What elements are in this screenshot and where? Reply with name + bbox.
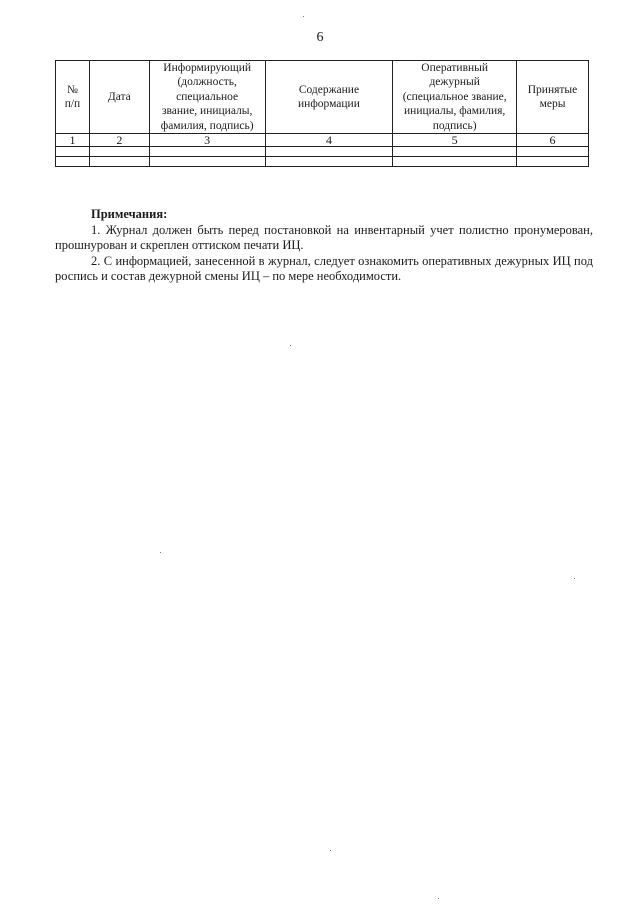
page-number: 6: [316, 30, 324, 45]
empty-cell: [517, 156, 589, 166]
column-number-cell: 1: [56, 133, 90, 146]
empty-cell: [56, 146, 90, 156]
journal-table: [55, 60, 589, 167]
header-informant-label: Информирующий (должность, специальное звание, инициалы, фамилия, подпись): [160, 62, 254, 132]
scan-speck: [574, 578, 575, 579]
table-row: [56, 156, 589, 166]
header-date-label: Дата: [107, 90, 131, 103]
table-header-row: [56, 61, 589, 134]
header-content-label: Содержание информации: [298, 83, 360, 110]
empty-cell: [393, 146, 517, 156]
empty-cell: [149, 156, 265, 166]
column-number-cell: 4: [265, 133, 393, 146]
scan-speck: [438, 898, 439, 899]
scan-speck: [160, 552, 161, 553]
header-measures: [517, 61, 589, 134]
notes-section: [55, 207, 593, 285]
empty-cell: [265, 156, 393, 166]
column-number-cell: 6: [517, 133, 589, 146]
header-content: [265, 61, 393, 134]
empty-cell: [393, 156, 517, 166]
column-number-cell: 5: [393, 133, 517, 146]
empty-cell: [89, 146, 149, 156]
table-row: [56, 146, 589, 156]
column-number-cell: 3: [149, 133, 265, 146]
header-number: [56, 61, 90, 134]
header-measures-label: Принятые меры: [527, 83, 578, 110]
empty-cell: [149, 146, 265, 156]
header-duty-officer: [393, 61, 517, 134]
empty-cell: [265, 146, 393, 156]
notes-title: Примечания:: [91, 207, 168, 221]
header-duty-officer-label: Оперативный дежурный (специальное звание, инициалы, фамилия, подпись): [402, 62, 507, 132]
column-number-row: [56, 133, 589, 146]
empty-cell: [56, 156, 90, 166]
note-item: 1. Журнал должен быть перед постановкой на инвентарный учет полистно пронумерован, прошнурован и скреплен оттиском печати ИЦ.: [55, 222, 593, 252]
note-item: 2. С информацией, занесенной в журнал, следует ознакомить оперативных дежурных ИЦ под роспись и состав дежурной смены ИЦ – по мере необходимости.: [55, 253, 593, 283]
column-number-cell: 2: [89, 133, 149, 146]
header-date: [89, 61, 149, 134]
empty-cell: [89, 156, 149, 166]
scan-speck: [330, 850, 331, 851]
empty-cell: [517, 146, 589, 156]
header-number-label: № п/п: [64, 83, 81, 110]
scan-speck: [303, 16, 304, 17]
scan-speck: [290, 345, 291, 346]
header-informant: [149, 61, 265, 134]
